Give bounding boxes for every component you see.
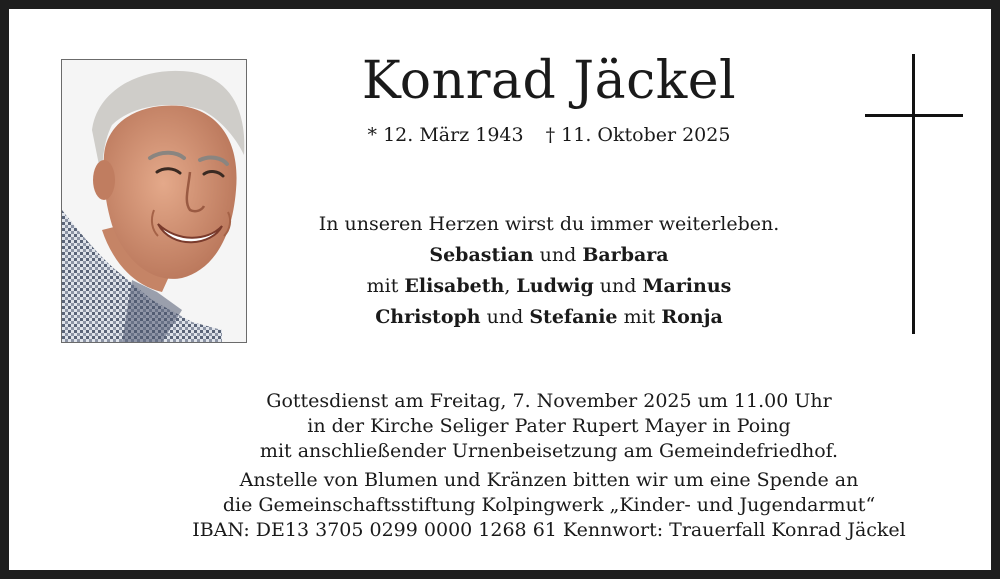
mourners-block	[269, 209, 829, 333]
connector-text: und	[533, 244, 583, 266]
mourner-name: Elisabeth	[404, 275, 505, 297]
life-dates	[269, 122, 829, 148]
connector-text: ,	[504, 275, 517, 297]
service-line: in der Kirche Seliger Pater Rupert Mayer in Poing	[307, 415, 791, 437]
connector-text: mit	[366, 275, 405, 297]
mourner-name: Stefanie	[529, 306, 618, 328]
donation-line: Anstelle von Blumen und Kränzen bitten wir um eine Spende an	[239, 469, 859, 491]
death-date: † 11. Oktober 2025	[545, 124, 731, 146]
motto-line: In unseren Herzen wirst du immer weiterleben.	[318, 213, 780, 235]
connector-text: mit	[617, 306, 662, 328]
birth-date: * 12. März 1943	[367, 124, 524, 146]
iban-line: IBAN: DE13 3705 0299 0000 1268 61 Kennwort: Trauerfall Konrad Jäckel	[192, 519, 906, 541]
mourner-name: Marinus	[642, 275, 732, 297]
service-info	[109, 389, 989, 543]
mourner-name: Ludwig	[516, 275, 594, 297]
deceased-name: Konrad Jäckel	[361, 51, 737, 111]
mourner-name: Barbara	[582, 244, 669, 266]
donation-line: die Gemeinschaftsstiftung Kolpingwerk „Kinder- und Jugendarmut“	[222, 494, 876, 516]
cross-icon	[865, 54, 963, 334]
service-line: Gottesdienst am Freitag, 7. November 2025 um 11.00 Uhr	[266, 390, 832, 412]
mourner-line	[269, 271, 829, 302]
connector-text: und	[593, 275, 643, 297]
mourner-line	[269, 240, 829, 271]
portrait-photo	[61, 59, 247, 343]
mourner-name: Christoph	[375, 306, 481, 328]
mourner-line	[269, 302, 829, 333]
connector-text: und	[480, 306, 530, 328]
mourner-name: Sebastian	[429, 244, 534, 266]
service-line: mit anschließender Urnenbeisetzung am Gemeindefriedhof.	[259, 440, 839, 462]
mourner-name: Ronja	[661, 306, 723, 328]
